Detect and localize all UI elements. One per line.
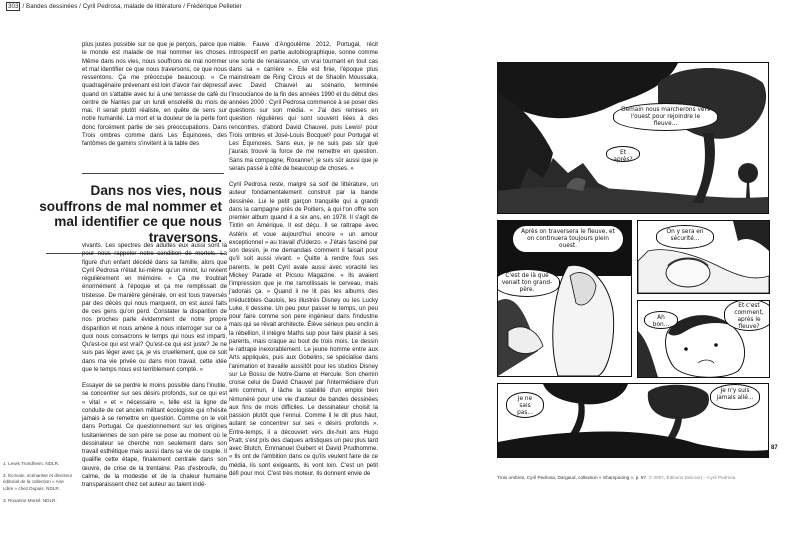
footnote: 1. Lewis Trondheim. NDLR. <box>3 461 60 466</box>
comic-panel-4 <box>637 300 770 378</box>
paragraph: Cyril Pedrosa reste, malgré sa soif de littérature, un auteur fondamentalement construit par la bande dessinée. Lui le petit garçon tranquille qui a grandi dans la campagne près de Poitiers, à qui l'on offre son premier album quand il a six ans, en 1978. Il s'agit de Tintin en Amérique. Il est déçu. Il se rattrape avec Astérix et voue aujourd'hui encore « un amour exceptionnel » au travail d'Uderzo. « J'étais fasciné par son dessin, je me demandais comment il faisait pour qu'il soit aussi vivant. » Quitte à rendre fous ses parents, le petit Cyril avale aussi avec voracité les Mickey Parade et Picsou Magazine. « Ils avaient l'impression que je me ramollissais le cerveau, mais j'adorais ça. » Quand il ne lit pas les albums des irréductibles Gaulois, les illustrés Disney ou les Lucky Luke, il dessine. Un peu pour passer le temps, un peu pour faire comme son père ingénieur dans l'industrie mais qui se rêvait architecte. Élève sérieux peu enclin à la rébellion, il intègre Maths sup pour faire plaisir à ses parents, mais craque au bout de trois mois. Le dessin le rattrape inexorablement. Le jeune homme entre aux Arts appliqués, puis aux Gobelins, se spécialise dans l'animation et travaille aussitôt pour les studios Disney sur Le Bossu de Notre-Dame et Hercule. Son chemin croise celui de David Chauvel par l'intermédiaire d'un ami commun, il lâche la stabilité d'un emploi bien rémunéré pour une vie d'auteur de bandes dessinées aux fins de mois difficiles. Le dessinateur choisit la passion plutôt que l'ennui. Comme il le dit plus haut, autant se concentrer sur ses « désirs profonds ». Entre-temps, il a découvert vers dix-huit ans Hugo Pratt, s'est pris des claques artistiques un peu plus tard avec Blutch, Emmanuel Guibert et David Prudhomme. « Ils ont de l'ambition dans ce qu'ils veulent faire de ce média, ils sont exigeants, ils vont loin. C'est un petit défi pour moi. C'est très moteur. Ils donnent envie de <box>229 182 378 477</box>
pull-quote: Dans nos vies, nous souffrons de mal nommer et mal identifier ce que nous traversons. <box>39 183 222 245</box>
comic-panel-2 <box>497 220 632 377</box>
comic-panel-5 <box>497 383 769 458</box>
article-column-2 <box>229 41 378 478</box>
speech-bubble: Après on traversera le fleuve, et on continuera toujours plein ouest. <box>512 225 624 253</box>
comic-panel-1 <box>497 62 769 214</box>
paragraph: Essayer de se perdre le moins possible dans l'inutile, se concentrer sur ses désirs profonds, sur ce qui est « vital » et « nécessaire », telle est la ligne de conduite de cet ancien militant écologiste qui n'hésite jamais à se remettre en question. Comme on le voit dans Portugal. Ce questionnement sur les origines lusitaniennes de son père se pose au moment où le dessinateur se cherche non seulement dans son travail esthétique mais aussi dans sa vie de couple. Il qualifie cette étape, finalement centrale dans son œuvre, de crise de la trentaine. Pas d'esbroufe, du calme, de la modestie et de la chaleur humaine transparaissent chez cet auteur au talent indé- <box>82 383 227 488</box>
speech-bubble: Et c'est comment, après le fleuve? <box>724 300 770 331</box>
speech-bubble: Je ne sais pas... <box>506 392 544 418</box>
running-head-text: / Bandes dessinées / Cyril Pedrosa, malade de littérature / Frédérique Pelletier <box>22 3 242 10</box>
article-column-1-bottom <box>82 242 227 489</box>
comic-strip <box>497 62 787 467</box>
page-number: 303 <box>8 3 19 10</box>
image-caption <box>497 475 735 480</box>
pull-quote-rule-top <box>82 173 224 174</box>
speech-bubble: Demain nous marcherons vers l'ouest pour rejoindre le fleuve... <box>613 103 718 131</box>
footnotes <box>3 461 75 510</box>
speech-bubble: Ah bon... <box>644 311 678 329</box>
landscape-illustration <box>498 63 768 213</box>
speech-bubble: On y sera en sécurité... <box>656 225 714 249</box>
paragraph: niable. Fauve d'Angoulême 2012, Portugal, récit introspectif en partie autobiographique, sonne comme une sorte de renaissance, un vrai tournant en tout cas dans sa « carrière ». Elle est finie, l'époque plus mainstream de Ring Circus et de Shaolin Moussaka, avec David Chauvel au scénario, terminée l'insouciance de la fin des années 1990 et du début des années 2000 : Cyril Pedrosa commence à se poser des questions sur son média. « J'ai des remises en question régulières qui sont souvent liées à des rencontres, d'abord David Chauvel, puis Lewis¹ pour Trois ombres et José-Louis Bocquet² pour Portugal et Les Équinoxes. Sans eux, je ne suis pas sûr que j'aurais trouvé la force de me remettre en question. Sans ma compagne, Roxanne³, je suis sûr aussi que je serais passé à côté de beaucoup de choses. » <box>229 42 378 172</box>
speech-bubble: Et après? <box>606 146 640 162</box>
article-column-1-top <box>82 41 227 148</box>
running-head <box>6 3 242 10</box>
footnote: 3. Roxanne Moreil. NDLR. <box>3 497 57 503</box>
speech-bubble: C'est de là que venait ton grand-père. <box>497 269 560 297</box>
comic-panel-3 <box>637 220 770 294</box>
comic-page-number: 87 <box>771 445 778 451</box>
paragraph: plus justes possible sur ce que je perçois, parce que le monde est malade de mal nommer les choses. Même dans nos vies, nous souffrons de mal nommer et mal identifier ce que nous traversons, ce que nous ressentons. Ça me préoccupe beaucoup. » Ce quadragénaire prévenant est loin d'avoir l'air dépressif quand on s'attable avec lui à une terrasse de café du centre de Nantes par un lundi ensoleillé du mois de mai. Il serait plutôt réaliste, en quête de sens sur notre humanité. La mort et la douleur de la perte font donc forcément partie de ses préoccupations. Dans Trois ombres comme dans Les Équinoxes, des fantômes de gamins s'invitent à la table des <box>82 42 227 147</box>
footnote: 2. Écrivain, scénariste et directeur éditorial de la collection « Aire Libre » chez Dupuis. NDLR. <box>3 473 73 491</box>
paragraph: vivants. Les spectres des adultes eux aussi sont là pour nous rappeler notre condition de mortels. La figure d'un enfant décédé dans sa famille, alors que Cyril Pedrosa n'était lui-même qu'un minot, lui revient régulièrement en mémoire. « Ça me troublait énormément à l'époque et ça me remplissait de tristesse. De manière générale, on est tous traversés par des décès qui nous marquent, on est aussi faits de ces gens qu'on perd. Constater la disparition de nos proches parle évidemment de notre propre disparition et nous amène à nous interroger sur ce à quoi nous consacrons le temps qui nous est imparti. Qu'est-ce qui est vrai? Qu'est-ce qui est juste? Je ne suis pas léger avec ça, je vis cruellement, que ce soit dans ma vie privée ou dans mon travail, cette idée que le temps nous est terriblement compté. » <box>82 243 227 373</box>
speech-bubble: Je n'y suis jamais allé... <box>710 384 760 410</box>
caption-text: Trois ombres, Cyril Pedrosa, Dargaud, collection « Shampooing », p. 87. <box>497 475 648 480</box>
caption-copyright: © 2007, Éditions Delcourt – Cyril Pedrosa <box>648 475 736 480</box>
